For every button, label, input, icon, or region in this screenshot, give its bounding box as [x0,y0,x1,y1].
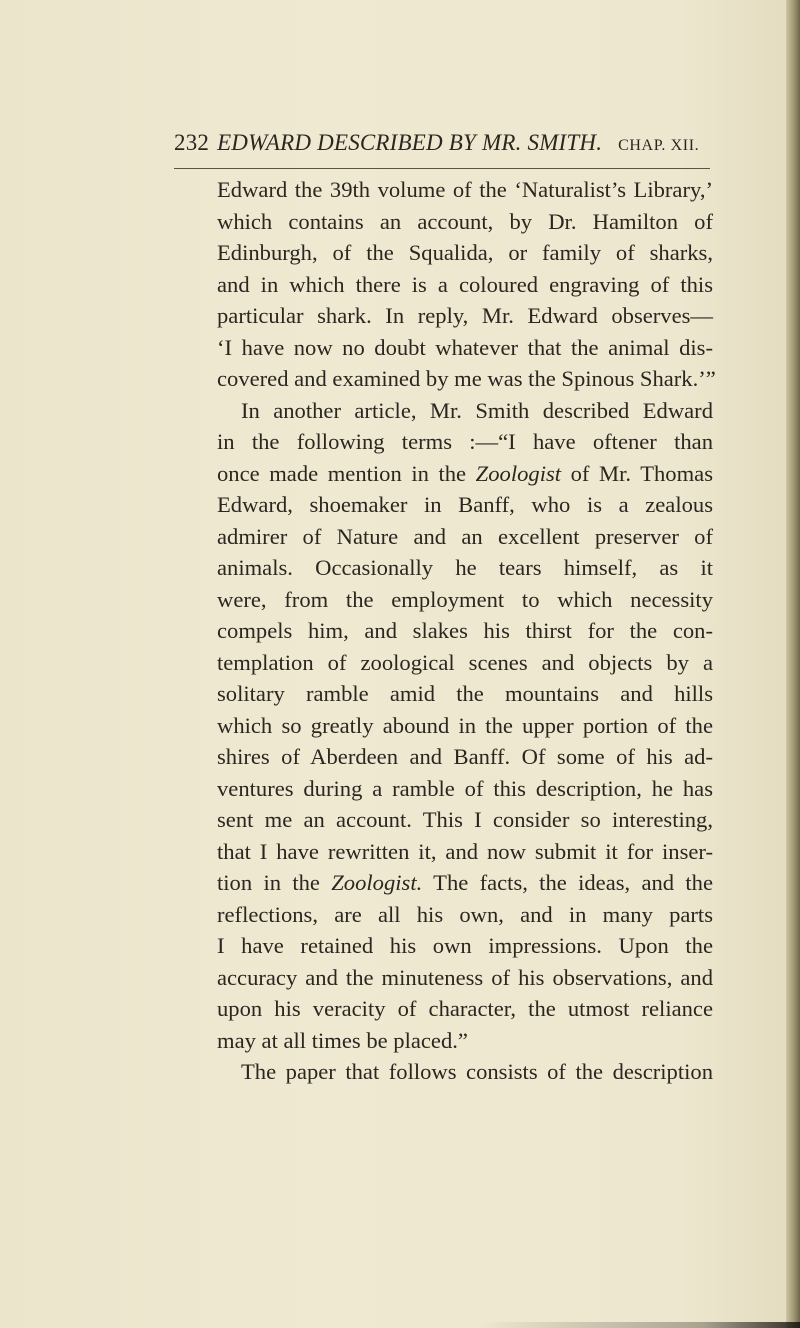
text-fragment: of Mr. Thomas [561,460,713,486]
text-fragment: once made mention in the [217,460,476,486]
text-line: in the following terms :—“I have oftener than [217,429,713,454]
text-line: sent me an account. This I consider so interesting, [217,807,713,832]
text-line: compels him, and slakes his thirst for the con- [217,618,713,643]
bottom-edge-shadow [480,1322,800,1328]
text-line [217,458,713,490]
text-line: shires of Aberdeen and Banff. Of some of his ad- [217,744,713,769]
text-line: which contains an account, by Dr. Hamilton of [217,208,713,234]
text-line: upon his veracity of character, the utmost reliance [217,996,713,1021]
text-line: In another article, Mr. Smith described Edward [241,397,713,423]
text-line: Edward, shoemaker in Banff, who is a zealous [217,492,713,517]
text-line: The paper that follows consists of the description [241,1059,713,1084]
text-line: I have retained his own impressions. Upon the [217,933,713,958]
text-line: Edward the 39th volume of the ‘Naturalist’s Library,’ [217,177,713,202]
chapter-label: CHAP. XII. [618,137,700,154]
italic-title: Zoologist. [331,870,423,895]
body-text [217,174,716,1088]
text-line: were, from the employment to which necessity [217,586,713,612]
text-line: which so greatly abound in the upper portion of the [217,712,713,738]
text-line: particular shark. In reply, Mr. Edward observes— [217,303,713,328]
running-title: EDWARD DESCRIBED BY MR. SMITH. [217,130,603,155]
text-line: may at all times be placed.” [217,1027,468,1053]
text-line: that I have rewritten it, and now submit it for inser- [217,838,713,864]
text-fragment: The facts, the ideas, and the [422,870,713,895]
running-header [174,130,716,162]
text-line: animals. Occasionally he tears himself, as it [217,555,713,580]
text-line [217,867,713,899]
text-line: solitary ramble amid the mountains and hills [217,681,713,706]
text-line: covered and examined by me was the Spinous Shark.’” [217,366,716,391]
text-line: ventures during a ramble of this description, he has [217,775,713,801]
text-line: accuracy and the minuteness of his observations, and [217,964,713,990]
page-number: 232 [174,130,210,155]
text-fragment: tion in the [217,870,332,895]
page-edge-shadow [786,0,800,1328]
italic-title: Zoologist [475,460,562,486]
text-line: templation of zoological scenes and objects by a [217,649,713,675]
text-line: admirer of Nature and an excellent preserver of [217,523,713,549]
text-line: ‘I have now no doubt whatever that the animal dis- [217,334,713,360]
text-line: reflections, are all his own, and in many parts [217,901,713,927]
text-line: Edinburgh, of the Squalida, or family of sharks, [217,240,713,265]
text-line: and in which there is a coloured engraving of this [217,271,713,297]
header-rule [174,168,710,169]
